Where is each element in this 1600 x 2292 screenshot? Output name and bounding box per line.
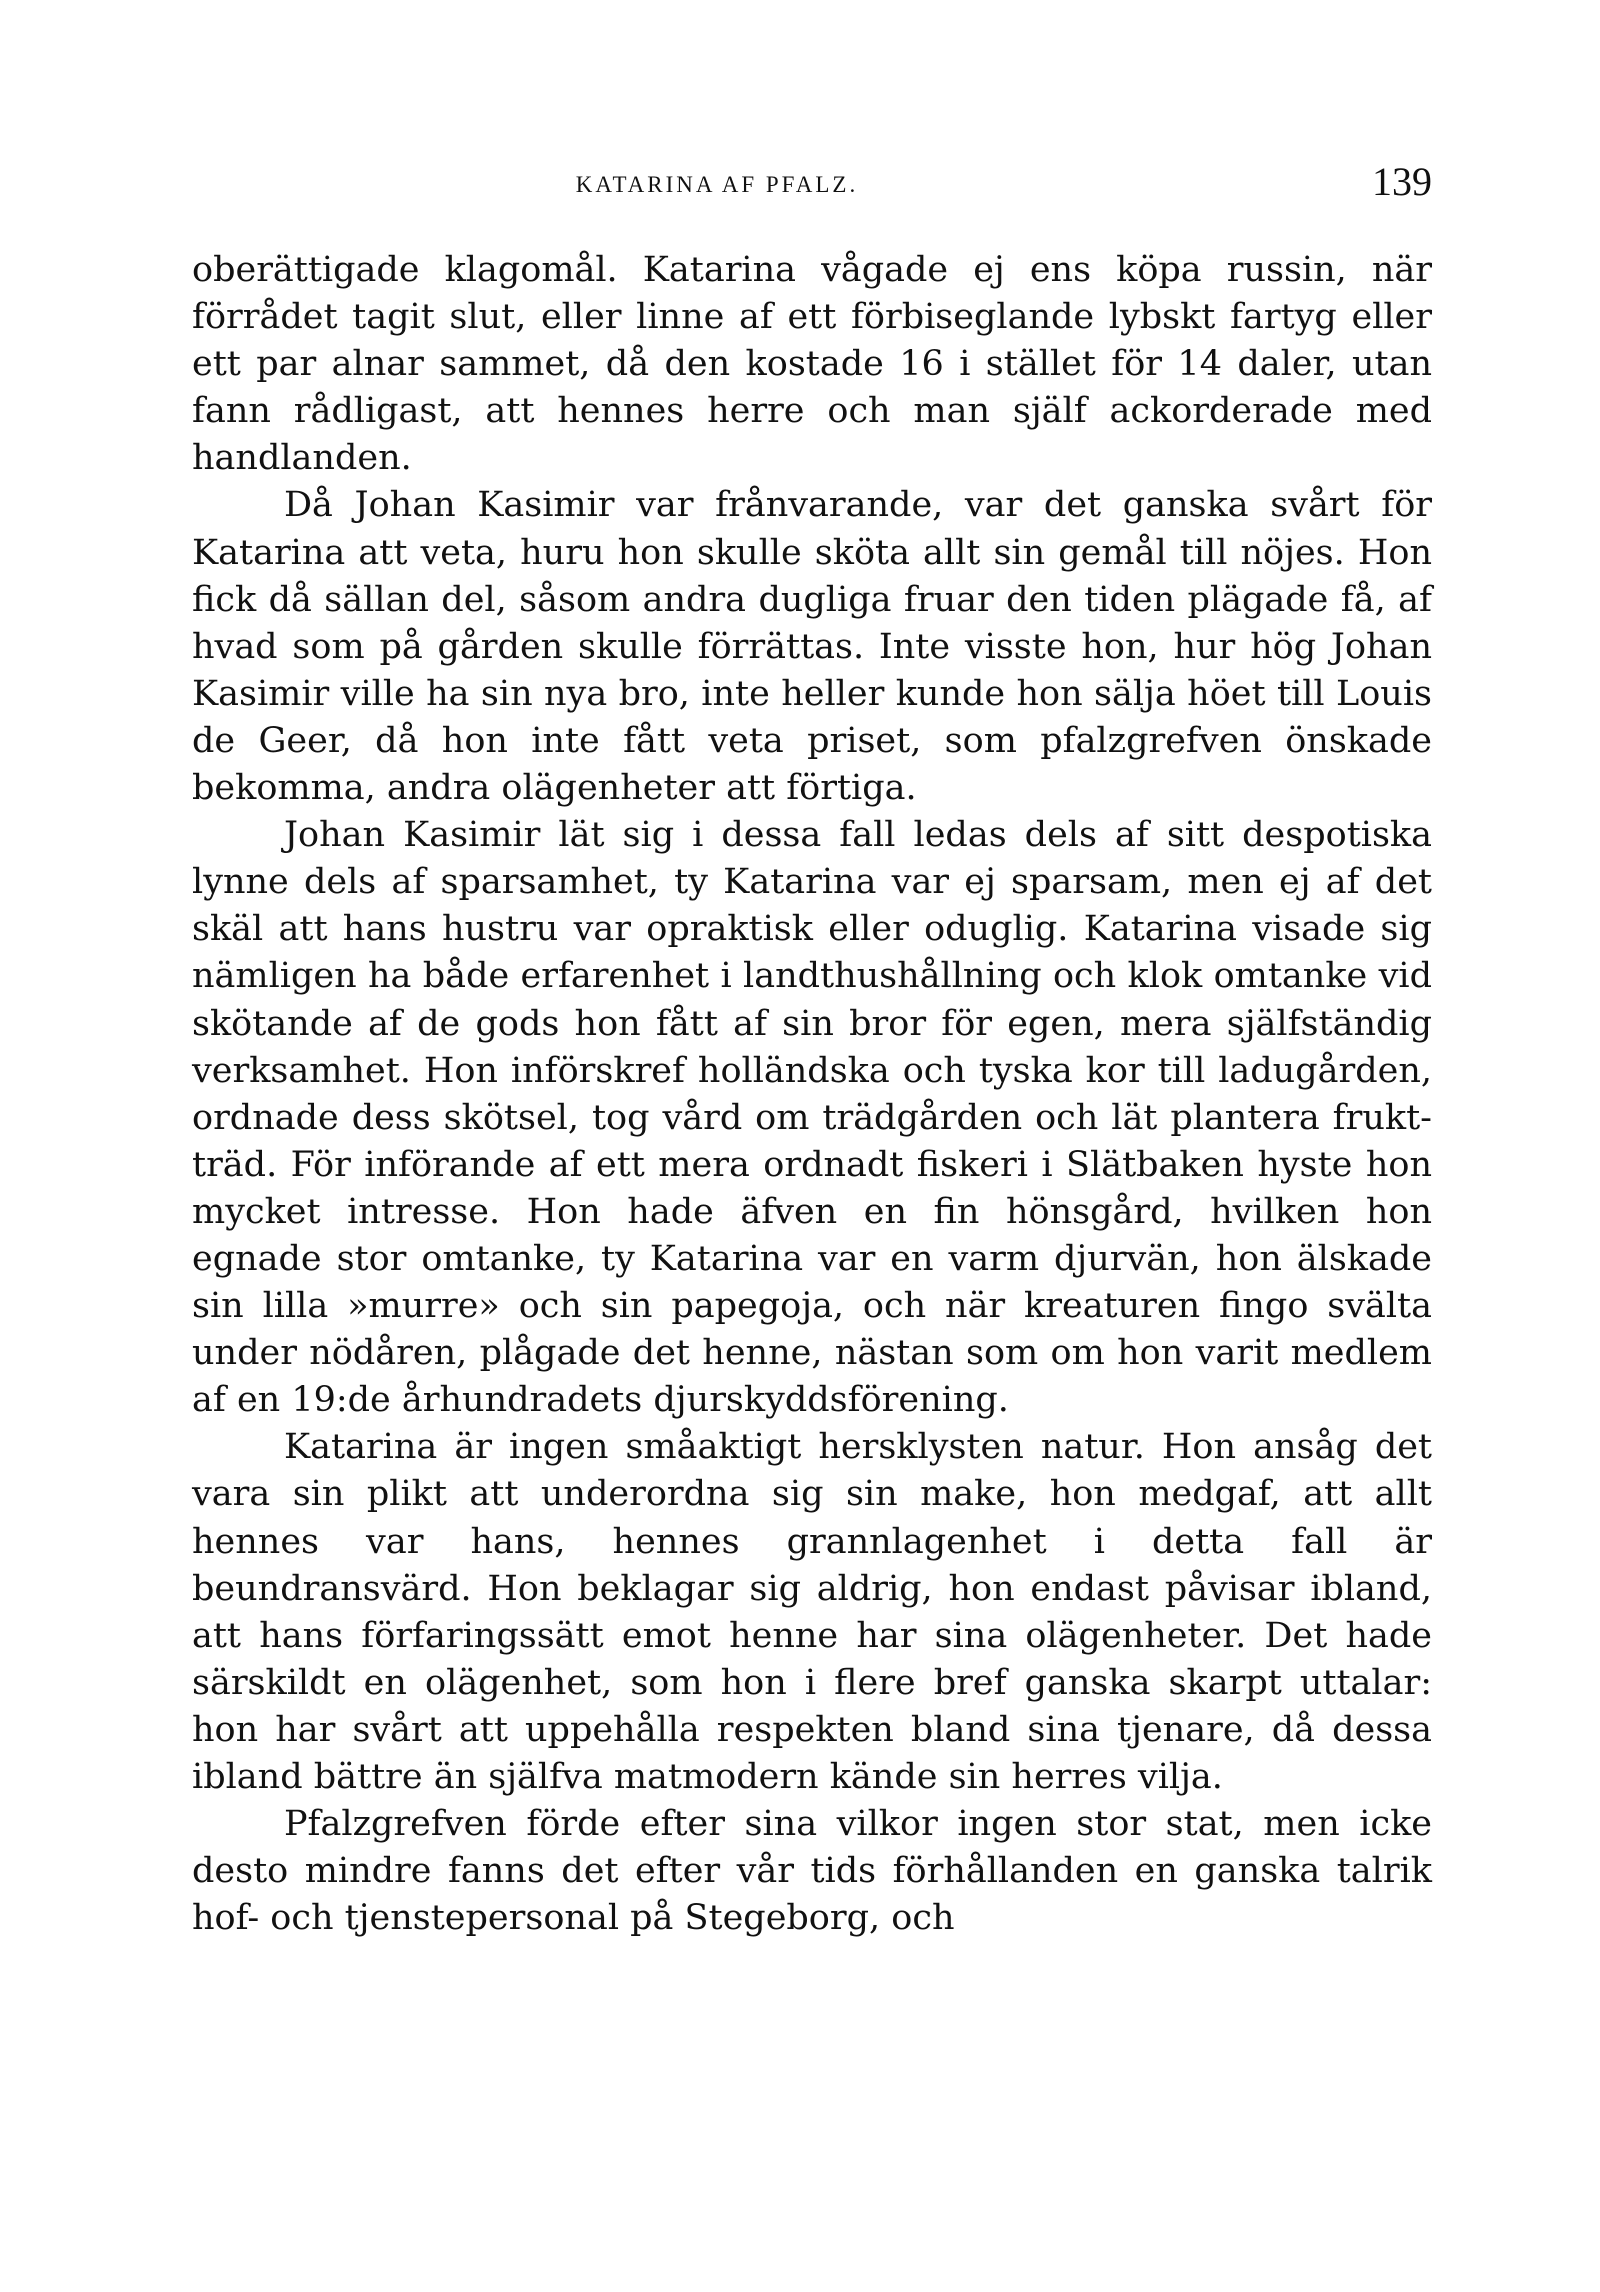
running-title: KATARINA AF PFALZ.	[575, 172, 859, 197]
paragraph-1: oberättigade klagomål. Katarina vågade ej ens köpa russin, när förrådet tagit slut, eller linne af ett förbiseglande lybskt fartyg eller ett par alnar sammet, då den kostade 16 i stället för 14 daler, utan fann rådligast, att hennes herre och man själf ackorderade med handlanden.	[192, 250, 1432, 479]
paragraph-3: Johan Kasimir lät sig i dessa fall ledas dels af sitt despotiska lynne dels af sparsamhet, ty Katarina var ej sparsam, men ej af det skäl att hans hustru var opraktisk eller oduglig. Katarina visade sig nämligen ha både erfarenhet i landthushållning och klok omtanke vid skötande af de gods hon fått af sin bror för egen, mera själfständig verksamhet. Hon införskref holländska och tyska kor till ladugården, ordnade dess skötsel, tog vård om trädgården och lät plantera frukt-träd. För införande af ett mera ordnadt fiskeri i Slätbaken hyste hon mycket intresse. Hon hade äfven en fin hönsgård, hvilken hon egnade stor omtanke, ty Katarina var en varm djurvän, hon älskade sin lilla »murre» och sin papegoja, och när kreaturen fingo svälta under nödåren, plågade det henne, nästan som om hon varit medlem af en 19:de århundradets djurskyddsförening.	[192, 815, 1432, 1421]
paragraph-2: Då Johan Kasimir var frånvarande, var det ganska svårt för Katarina att veta, huru hon skulle sköta allt sin gemål till nöjes. Hon fick då sällan del, såsom andra dugliga fruar den tiden plägade få, af hvad som på gården skulle förrättas. Inte visste hon, hur hög Johan Kasimir ville ha sin nya bro, inte heller kunde hon sälja höet till Louis de Geer, då hon inte fått veta priset, som pfalzgrefven önskade bekomma, andra olägenheter att förtiga.	[192, 485, 1432, 809]
running-head	[192, 158, 1432, 218]
body-text	[192, 247, 1432, 1942]
paragraph-4: Katarina är ingen småaktigt hersklysten natur. Hon ansåg det vara sin plikt att underordna sig sin make, hon medgaf, att allt hennes var hans, hennes grannlagenhet i detta fall är beundransvärd. Hon beklagar sig aldrig, hon endast påvisar ibland, att hans förfaringssätt emot henne har sina olägenheter. Det hade särskildt en olägenhet, som hon i flere bref ganska skarpt uttalar: hon har svårt att uppehålla respekten bland sina tjenare, då dessa ibland bättre än själfva matmodern kände sin herres vilja.	[192, 1427, 1432, 1797]
paragraph-5: Pfalzgrefven förde efter sina vilkor ingen stor stat, men icke desto mindre fanns det efter vår tids förhållanden en ganska talrik hof- och tjenstepersonal på Stegeborg, och	[192, 1804, 1432, 1939]
page-number: 139	[1372, 159, 1432, 204]
